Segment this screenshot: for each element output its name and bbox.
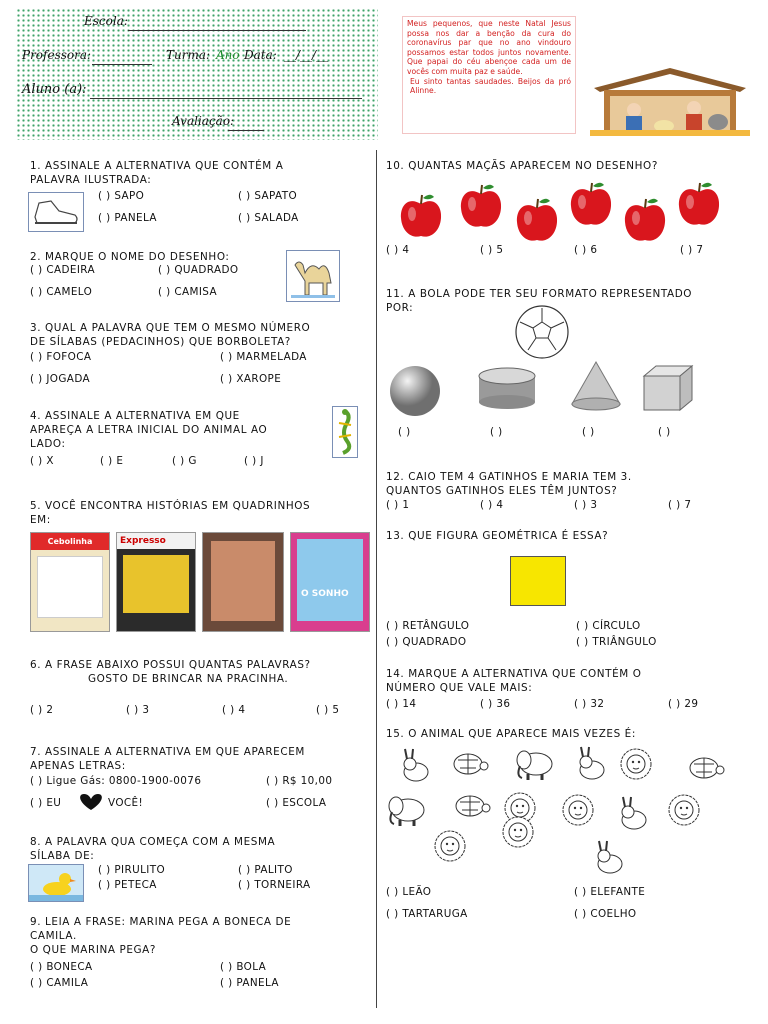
q4-title-1: 4. ASSINALE A ALTERNATIVA EM QUE (30, 410, 240, 422)
q2-camel-image (286, 250, 340, 302)
apple-icon (676, 180, 722, 228)
q3-title-2: DE SÍLABAS (PEDACINHOS) QUE BORBOLETA? (30, 336, 291, 348)
comic-cover-cebolinha (30, 532, 110, 632)
lion-icon (428, 826, 474, 866)
q14-title-1: 14. MARQUE A ALTERNATIVA QUE CONTÉM O (386, 668, 642, 680)
cone-icon (568, 360, 624, 412)
q9-option-boneca[interactable]: ( ) BONECA (30, 961, 93, 973)
q14-option-32[interactable]: ( ) 32 (574, 698, 605, 710)
q9-title-2: CAMILA. (30, 930, 77, 942)
note-text: Meus pequenos, que neste Natal Jesus possa nos dar a benção da cura do coronavírus par que no ano vindouro possamos estar todos juntos novamente. Que papai do céu abençoe cada um de vocês com muita paz e saúde. (407, 19, 571, 76)
q8-duck-image (28, 864, 84, 902)
q1-option-sapo[interactable]: ( ) SAPO (98, 190, 145, 202)
q12-option-4[interactable]: ( ) 4 (480, 499, 504, 511)
christmas-note (402, 16, 576, 134)
q13-option-triangulo[interactable]: ( ) TRIÂNGULO (576, 636, 657, 648)
column-divider (376, 150, 377, 1008)
q4-option-x[interactable]: ( ) X (30, 455, 54, 467)
q6-option-2[interactable]: ( ) 2 (30, 704, 54, 716)
q1-title-1: 1. ASSINALE A ALTERNATIVA QUE CONTÉM A (30, 160, 284, 172)
q8-title-2: SÍLABA DE: (30, 850, 95, 862)
q8-option-pirulito[interactable]: ( ) PIRULITO (98, 864, 166, 876)
aluno-line[interactable] (90, 98, 362, 99)
q14-option-29[interactable]: ( ) 29 (668, 698, 699, 710)
q4-title-3: LADO: (30, 438, 66, 450)
q11-option-cone[interactable]: ( ) (582, 426, 595, 438)
q13-option-circulo[interactable]: ( ) CÍRCULO (576, 620, 641, 632)
header-box (16, 8, 378, 140)
q9-title-1: 9. LEIA A FRASE: MARINA PEGA A BONECA DE (30, 916, 292, 928)
q7-option-eu[interactable]: ( ) EU (30, 797, 62, 809)
avaliacao-line[interactable] (228, 130, 264, 131)
q10-option-6[interactable]: ( ) 6 (574, 244, 598, 256)
turtle-icon (682, 746, 728, 786)
camel-icon (287, 251, 339, 301)
q3-option-jogada[interactable]: ( ) JOGADA (30, 373, 91, 385)
q15-option-leao[interactable]: ( ) LEÃO (386, 886, 432, 898)
apple-icon (568, 180, 614, 228)
sphere-icon (388, 364, 442, 418)
q10-option-5[interactable]: ( ) 5 (480, 244, 504, 256)
q12-option-1[interactable]: ( ) 1 (386, 499, 410, 511)
cover-title-sonho: O SONHO (301, 589, 349, 599)
q7-option-money[interactable]: ( ) R$ 10,00 (266, 775, 333, 787)
apple-icon (622, 196, 668, 244)
q6-option-4[interactable]: ( ) 4 (222, 704, 246, 716)
q15-title: 15. O ANIMAL QUE APARECE MAIS VEZES É: (386, 728, 636, 740)
data-label: Data: (244, 48, 277, 62)
q10-option-7[interactable]: ( ) 7 (680, 244, 704, 256)
elephant-icon (384, 790, 430, 830)
q9-title-3: O QUE MARINA PEGA? (30, 944, 156, 956)
q4-title-2: APAREÇA A LETRA INICIAL DO ANIMAL AO (30, 424, 268, 436)
q3-option-fofoca[interactable]: ( ) FOFOCA (30, 351, 92, 363)
cover-title-cebolinha: Cebolinha (31, 533, 109, 550)
q14-option-36[interactable]: ( ) 36 (480, 698, 511, 710)
q1-option-salada[interactable]: ( ) SALADA (238, 212, 299, 224)
lion-icon (662, 790, 708, 830)
apple-icon (514, 196, 560, 244)
escola-label: Escola: (84, 14, 128, 28)
ano-label: Ano (216, 48, 240, 62)
q4-option-j[interactable]: ( ) J (244, 455, 264, 467)
q4-option-g[interactable]: ( ) G (172, 455, 197, 467)
q9-option-panela[interactable]: ( ) PANELA (220, 977, 279, 989)
rabbit-icon (614, 794, 660, 834)
q3-title-1: 3. QUAL A PALAVRA QUE TEM O MESMO NÚMERO (30, 322, 311, 334)
q12-title-2: QUANTOS GATINHOS ELES TÊM JUNTOS? (386, 485, 618, 497)
q12-option-7[interactable]: ( ) 7 (668, 499, 692, 511)
q7-title-1: 7. ASSINALE A ALTERNATIVA EM QUE APARECEM (30, 746, 305, 758)
escola-line[interactable] (128, 30, 306, 31)
rabbit-icon (590, 838, 636, 878)
q13-title: 13. QUE FIGURA GEOMÉTRICA É ESSA? (386, 530, 609, 542)
q13-option-quadrado[interactable]: ( ) QUADRADO (386, 636, 467, 648)
q4-option-e[interactable]: ( ) E (100, 455, 124, 467)
q1-shoe-image (28, 192, 84, 232)
q6-option-3[interactable]: ( ) 3 (126, 704, 150, 716)
q15-option-tartaruga[interactable]: ( ) TARTARUGA (386, 908, 468, 920)
professora-label: Professora: (22, 48, 92, 62)
q11-title-1: 11. A BOLA PODE TER SEU FORMATO REPRESENTADO (386, 288, 693, 300)
apple-icon (398, 192, 444, 240)
data-blank[interactable]: __/__/__ (284, 48, 329, 62)
q2-title: 2. MARQUE O NOME DO DESENHO: (30, 251, 230, 263)
q14-option-14[interactable]: ( ) 14 (386, 698, 417, 710)
q4-gecko-image (332, 406, 358, 458)
q7-title-2: APENAS LETRAS: (30, 760, 126, 772)
lion-icon (614, 744, 660, 784)
q8-option-torneira[interactable]: ( ) TORNEIRA (238, 879, 311, 891)
cylinder-icon (476, 366, 538, 410)
q5-title-1: 5. VOCÊ ENCONTRA HISTÓRIAS EM QUADRINHOS (30, 500, 311, 512)
q7-option-phone[interactable]: ( ) Ligue Gás: 0800-1900-0076 (30, 775, 202, 787)
soccer-ball-icon (514, 304, 570, 360)
q2-option-quadrado[interactable]: ( ) QUADRADO (158, 264, 239, 276)
q10-title: 10. QUANTAS MAÇÃS APARECEM NO DESENHO? (386, 160, 658, 172)
turtle-icon (446, 742, 492, 782)
q15-option-coelho[interactable]: ( ) COELHO (574, 908, 637, 920)
q7-option-escola[interactable]: ( ) ESCOLA (266, 797, 327, 809)
shoe-icon (29, 193, 83, 231)
q8-title-1: 8. A PALAVRA QUA COMEÇA COM A MESMA (30, 836, 276, 848)
comic-cover-magazine (202, 532, 284, 632)
heart-icon (76, 792, 106, 812)
q1-option-sapato[interactable]: ( ) SAPATO (238, 190, 298, 202)
rabbit-icon (396, 746, 442, 786)
q15-option-elefante[interactable]: ( ) ELEFANTE (574, 886, 646, 898)
q5-title-2: EM: (30, 514, 51, 526)
q2-option-camelo[interactable]: ( ) CAMELO (30, 286, 93, 298)
note-text-2: Eu sinto tantas saudades. Beijos da pró Alinne. (410, 76, 571, 96)
elephant-icon (512, 744, 558, 784)
q11-option-sphere[interactable]: ( ) (398, 426, 411, 438)
q12-option-3[interactable]: ( ) 3 (574, 499, 598, 511)
comic-cover-expresso (116, 532, 196, 632)
q11-option-cylinder[interactable]: ( ) (490, 426, 503, 438)
q11-title-2: POR: (386, 302, 414, 314)
yellow-square (510, 556, 566, 606)
q9-option-camila[interactable]: ( ) CAMILA (30, 977, 89, 989)
q11-option-cube[interactable]: ( ) (658, 426, 671, 438)
q6-sentence: GOSTO DE BRINCAR NA PRACINHA. (88, 673, 289, 685)
cube-icon (640, 362, 696, 412)
q3-option-marmelada[interactable]: ( ) MARMELADA (220, 351, 307, 363)
lion-icon (556, 790, 602, 830)
q10-option-4[interactable]: ( ) 4 (386, 244, 410, 256)
q9-option-bola[interactable]: ( ) BOLA (220, 961, 267, 973)
q1-title-2: PALAVRA ILUSTRADA: (30, 174, 152, 186)
duck-icon (29, 865, 83, 901)
q7-option-voce: VOCÊ! (108, 797, 144, 809)
avaliacao-label: Avaliação: (172, 114, 235, 128)
q8-option-palito[interactable]: ( ) PALITO (238, 864, 293, 876)
q1-option-panela[interactable]: ( ) PANELA (98, 212, 157, 224)
professora-line[interactable] (92, 64, 152, 65)
q3-option-xarope[interactable]: ( ) XAROPE (220, 373, 282, 385)
nativity-scene-icon (590, 66, 750, 136)
gecko-icon (333, 407, 357, 457)
apple-icon (458, 182, 504, 230)
rabbit-icon (572, 744, 618, 784)
aluno-label: Aluno (a): (22, 82, 87, 97)
q12-title-1: 12. CAIO TEM 4 GATINHOS E MARIA TEM 3. (386, 471, 632, 483)
q6-title: 6. A FRASE ABAIXO POSSUI QUANTAS PALAVRAS? (30, 659, 311, 671)
q2-option-camisa[interactable]: ( ) CAMISA (158, 286, 218, 298)
turma-label: Turma: (166, 48, 211, 62)
lion-icon (496, 812, 542, 852)
q2-option-cadeira[interactable]: ( ) CADEIRA (30, 264, 96, 276)
turtle-icon (448, 784, 494, 824)
comic-cover-sonho (290, 532, 370, 632)
q13-option-retangulo[interactable]: ( ) RETÂNGULO (386, 620, 470, 632)
q14-title-2: NÚMERO QUE VALE MAIS: (386, 682, 533, 694)
cover-title-expresso: Expresso (117, 533, 195, 549)
q8-option-peteca[interactable]: ( ) PETECA (98, 879, 157, 891)
q6-option-5[interactable]: ( ) 5 (316, 704, 340, 716)
